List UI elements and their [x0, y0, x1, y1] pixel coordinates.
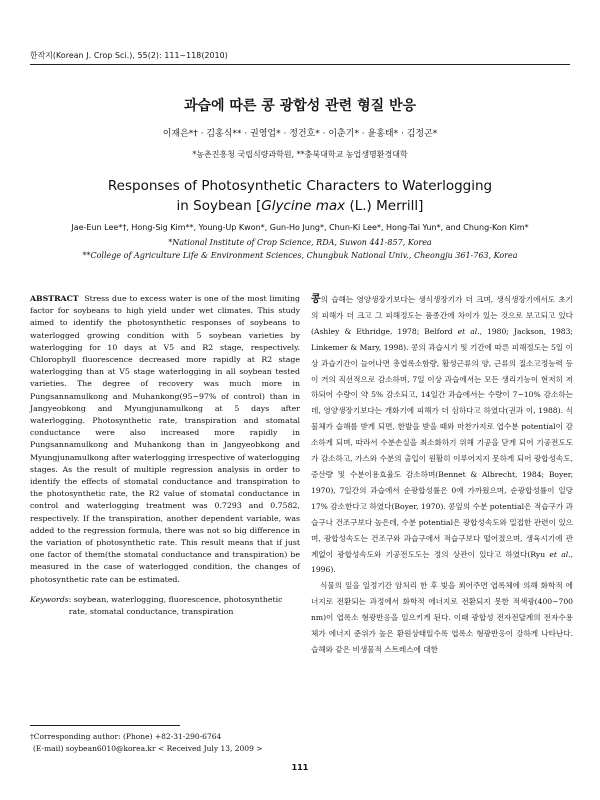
journal-citation: 한작지(Korean J. Crop Sci.), 55(2): 111~118(2010): [30, 51, 228, 60]
english-affiliation-2: **College of Agriculture Life & Environment Sciences, Chungbuk National Univ., Cheongju 361-763, Korea: [82, 251, 518, 260]
header-rule: [30, 64, 570, 65]
footnote-rule: [30, 725, 180, 726]
korean-title: 과습에 따른 콩 광합성 관련 형질 반응: [183, 98, 417, 114]
abstract-label: ABSTRACT: [30, 294, 79, 303]
keywords-text: : soybean, waterlogging, fluorescence, photosynthetic rate, stomatal conductance, transpiration: [68, 594, 283, 617]
scientific-name: Glycine max: [261, 198, 346, 214]
english-affiliations: [0, 236, 600, 262]
body-paragraph-1: 콩의 습해는 영양생장기보다는 생식생장기가 더 크며, 생식생장기에서도 초기의 피해가 더 크고 그 피해정도는 품종간에 차이가 있는 것으로 보고되고 있다(Ashley & Ethridge, 1978; Belford et al., 1980; Jackson, 1983; Linkemer & Mary, 1998). 콩의 과습시기 및 기간에 따른 피해정도는 5일 이상 과습기간이 늘어나면 총엽록소함량, 활성근류의 양, 근류의 질소고정능력 등이 거의 직선적으로 감소하며, 7일 이상 과습에서는 모든 생리기능이 현저히 저하되어 수량이 약 5% 감소되고, 14일간 과습에서는 수량이 7~10% 감소하는데, 영양생장기보다는 개화기에 피해가 더 심하다고 하였다(권과 이, 1988). 식물체가 습해를 받게 되면, 한발을 받을 때와 마찬가지로 엽수분 potential이 감소하게 되며, 따라서 수분손실을 최소화하기 위해 기공을 닫게 되어 기공전도도가 감소하고, 가스와 수분의 출입이 원활히 이루어지지 못하게 되어 광합성속도, 증산량 및 수분이용효율도 감소하며(Bennet & Albrecht, 1984; Boyer, 1970), 7일간의 과습에서 순광합성률은 0에 가까웠으며, 순광합성률이 일당 17% 감소한다고 하였다(Boyer, 1970). 콩잎의 수분 potential은 적습구가 과습구나 건조구보다 높은데, 수분 potential은 광합성속도와 밀접한 관련이 있으며, 광합성속도는 건조구와 과습구에서 적습구보다 떨어졌으며, 생육시기에 관계없이 광합성속도와 기공전도도는 정의 상관이 있다고 하였다(Ryu et al., 1996).: [311, 294, 573, 575]
corresponding-author: †Corresponding author: (Phone) +82-31-290-6764: [30, 732, 222, 741]
english-authors: Jae-Eun Lee*†, Hong-Sig Kim**, Young-Up Kwon*, Gun-Ho Jung*, Chun-Ki Lee*, Hong-Tai Yun*, and Chung-Kon Kim*: [71, 223, 529, 232]
abstract-text: Stress due to excess water is one of the most limiting factor for soybeans to high yield under wet climates. This study aimed to identify the photosynthetic responses of soybeans to waterlogged growing condition with 5 soybean varieties by waterlogging for 10 days at V5 and R2 stage, respectively. Chlorophyll fluorescence decreased more rapidly at R2 stage waterlogging than at V5 stage waterlogging in all soybean tested varieties. The degree of recovery was much more in Pungsannamulkong and Muhankong(95~97% of control) than in Jangyeobkong and Myungjunamulkong at 5 days after waterlogging. Photosynthetic rate, transpiration and stomatal conductance were also increased more rapidly in Pungsannamulkong and Muhankong than in Jangyeobkong and Myungjunamulkong after waterlogging irrespective of waterlogging stages. As the result of multiple regression analysis in order to identify the effects of stomatal conductance and transpiration to the photosynthetic rate, the R2 value of stomatal conductance in control and waterlogging treatment was 0.7293 and 0.7582, respectively. If the transpiration, another dependent variable, was added to the regression formula, there was not so big difference in the variation of photosynthetic rate. This result means that if just one factor of them(the stomatal conductance and transpiration) be measured in the case of waterlogged condition, the changes of photosynthetic rate can be estimated.: [30, 294, 300, 584]
english-title: [0, 176, 600, 216]
keywords-label: Keywords: [30, 594, 69, 604]
footnote: [30, 731, 300, 755]
body-paragraph-2: 식물의 잎을 일정기간 암처리 한 후 빛을 쬐어주면 엽록체에 의해 화학적 에너지로 전환되는 과정에서 화학적 에너지로 전환되지 못한 적색광(400~700 nm)이 엽록소 형광반응을 일으키게 된다. 이때 광합성 전자전달계의 전자수용체가 에너지 준위가 높은 환원상태일수록 엽록소 형광반응이 강하게 나타난다. 습해와 같은 비생물적 스트레스에 대한: [311, 581, 573, 654]
dropcap: 콩: [311, 294, 321, 305]
korean-affiliation: *농촌진흥청 국립식량과학원, **충북대학교 농업생명환경대학: [192, 150, 408, 159]
keywords: [30, 594, 300, 618]
body-column: [311, 292, 573, 658]
abstract: [30, 293, 300, 586]
english-affiliation-1: *National Institute of Crop Science, RDA, Suwon 441-857, Korea: [168, 238, 432, 247]
english-title-line2: in Soybean [Glycine max (L.) Merrill]: [176, 198, 424, 214]
page-number: 111: [291, 763, 309, 772]
abstract-column: [30, 293, 300, 618]
journal-header: [30, 50, 570, 65]
received-date: (E-mail) soybean6010@korea.kr < Received July 13, 2009 >: [33, 744, 263, 753]
english-title-line1: Responses of Photosynthetic Characters to Waterlogging: [107, 178, 493, 194]
korean-authors: 이재은*† · 김홍식** · 권영업* · 정건호* · 이춘기* · 윤홍태* · 김정곤*: [162, 129, 438, 139]
